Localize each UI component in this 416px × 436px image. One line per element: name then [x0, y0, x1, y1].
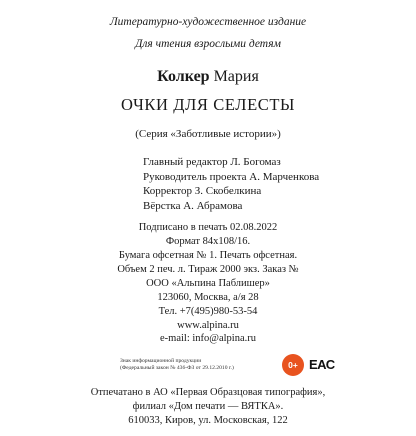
publisher-line: ООО «Альпина Паблишер»: [146, 278, 270, 289]
genre-line: Литературно-художественное издание: [109, 16, 307, 28]
print-info-block: [0, 221, 416, 276]
printer-block: [0, 386, 416, 428]
printer-line: Отпечатано в АО «Первая Образцовая типография»,: [90, 387, 326, 398]
publisher-line: 123060, Москва, а/я 28: [157, 291, 259, 303]
print-info-line: Формат 84х108/16.: [165, 235, 251, 247]
printer-line: филиал «Дом печати — ВЯТКА».: [132, 400, 284, 412]
author-first-name: Мария: [213, 68, 259, 85]
publisher-line: Тел. +7(495)980-53-54: [158, 305, 258, 317]
print-info-line: Подписано в печать 02.08.2022: [138, 222, 278, 233]
credit-line: Руководитель проекта А. Марченкова: [143, 170, 320, 183]
audience-line: Для чтения взрослыми детям: [135, 38, 281, 50]
publisher-line: e-mail: info@alpina.ru: [160, 333, 256, 345]
publisher-block: [0, 277, 416, 346]
printer-line: 610033, Киров, ул. Московская, 122: [128, 414, 288, 426]
print-info-line: Бумага офсетная № 1. Печать офсетная.: [118, 249, 298, 261]
series-line: (Серия «Заботливые истории»): [135, 128, 281, 140]
age-rating-icon: 0+: [282, 354, 304, 376]
publisher-line: www.alpina.ru: [177, 319, 239, 331]
book-title: ОЧКИ ДЛЯ СЕЛЕСТЫ: [120, 95, 296, 114]
author-last-name: Колкер: [157, 68, 210, 85]
info-mark-line: (Федеральный закон № 436-ФЗ от 29.12.2010 г.): [120, 365, 234, 372]
credits-block: [143, 155, 319, 213]
info-mark-caption: [120, 358, 234, 373]
print-info-line: Объем 2 печ. л. Тираж 2000 экз. Заказ №: [117, 263, 299, 275]
credit-line: Вёрстка А. Абрамова: [143, 199, 243, 212]
credit-line: Корректор З. Скобелкина: [143, 185, 262, 198]
eac-mark-icon: ЕАС: [309, 357, 335, 372]
author: [0, 68, 416, 86]
info-mark-line: Знак информационной продукции: [120, 358, 202, 364]
credit-line: Главный редактор Л. Богомаз: [143, 156, 281, 168]
